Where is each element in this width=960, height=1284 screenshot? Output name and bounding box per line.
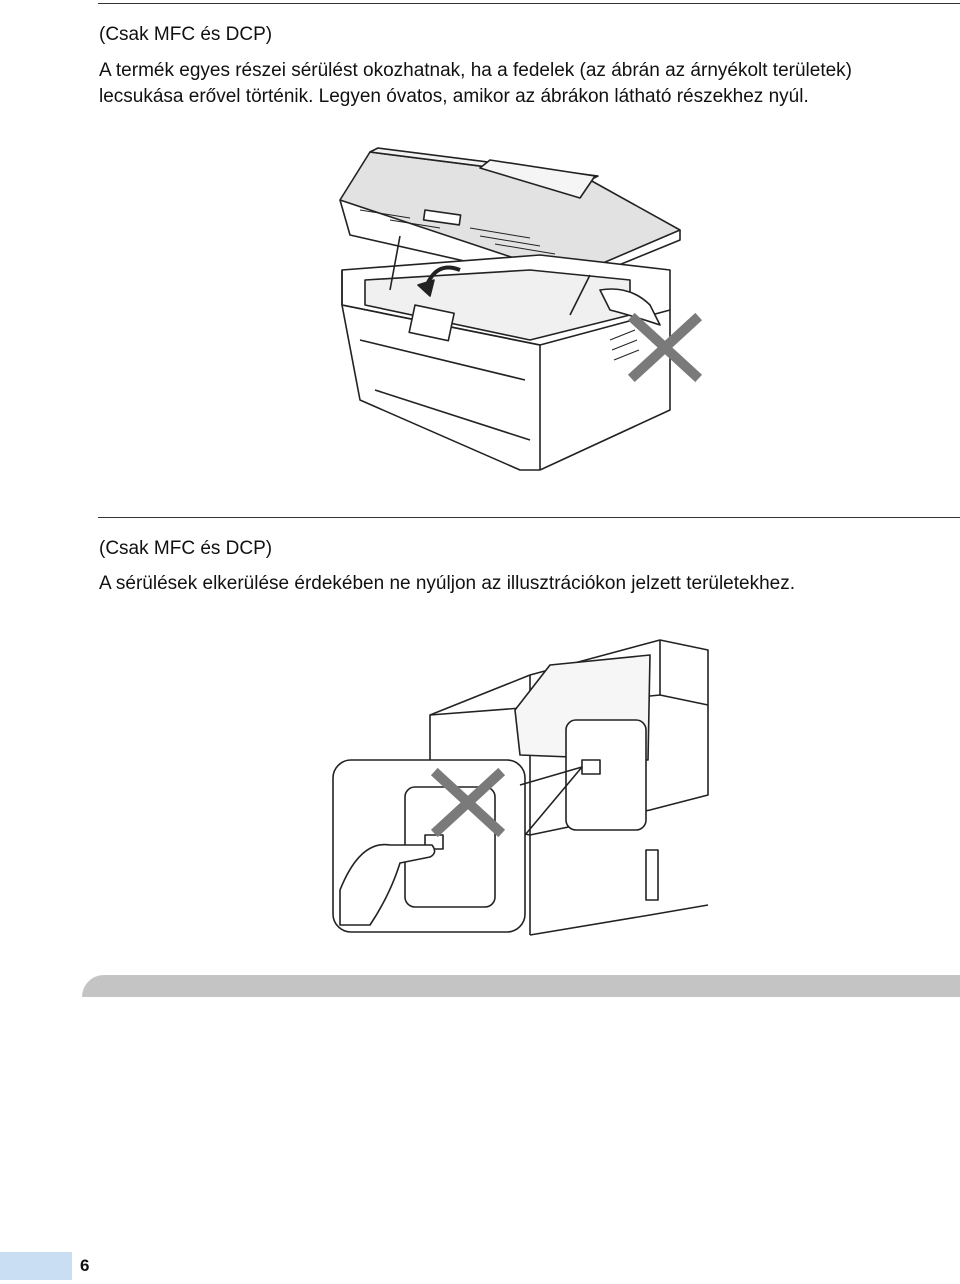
page-tab [0,1252,72,1280]
section2-text-line1: A sérülések elkerülése érdekében ne nyúljon az illusztrációkon jelzett területekhez. [99,573,796,594]
section1-heading: (Csak MFC és DCP) [99,24,273,45]
section1-text-line1: A termék egyes részei sérülést okozhatnak, ha a fedelek (az ábrán az árnyékolt területek) [99,60,853,81]
section-divider-top [98,3,960,4]
footer-bar [82,975,960,997]
printer-open-scanner-illustration [330,140,710,480]
warning-x-icon [635,320,695,375]
section2-heading: (Csak MFC és DCP) [99,538,273,559]
section1-text-line2: lecsukása erővel történik. Legyen óvatos, amikor az ábrákon látható részekhez nyúl. [99,86,809,107]
section-divider-middle [98,517,960,518]
printer-rear-illustration [330,635,710,945]
page-number: 6 [80,1256,90,1275]
